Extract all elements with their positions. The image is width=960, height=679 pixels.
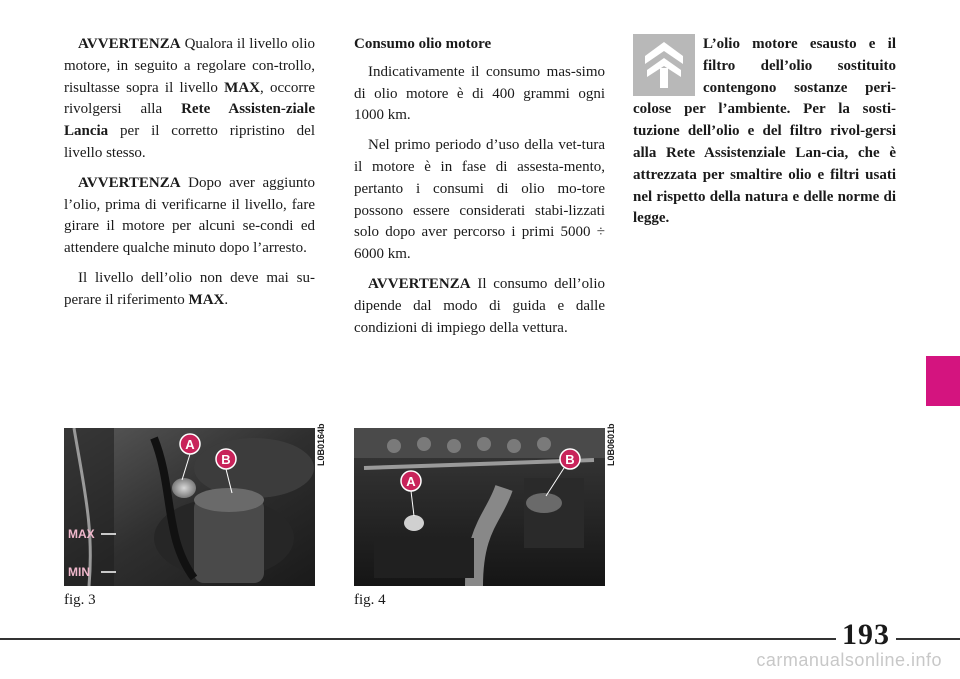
paragraph-break-in: Nel primo periodo d’uso della vet-tura il motore è in fase di assesta-mento, pertanto i consumi di olio mo-tore possono essere considerati stabi-lizzati solo dopo aver percorso i primi 5000 ÷ 6000 km. bbox=[354, 137, 605, 263]
text-span: , occorre rivolgersi alla bbox=[64, 79, 315, 118]
figure-4-code: L0B0601b bbox=[606, 423, 616, 466]
text-span: Il livello dell’olio non deve mai su-perare il riferimento bbox=[64, 269, 315, 308]
label-a: A bbox=[406, 474, 416, 489]
environment-note bbox=[633, 34, 896, 230]
paragraph-warning-max bbox=[64, 34, 315, 165]
label-a: A bbox=[185, 437, 195, 452]
paragraph-warning-consumption bbox=[354, 274, 605, 339]
rete-label: Rete Assisten-ziale Lancia bbox=[64, 101, 316, 140]
section-tab-marker bbox=[926, 356, 960, 406]
paragraph-level-max bbox=[64, 268, 315, 312]
warning-label: AVVERTENZA bbox=[78, 36, 181, 52]
label-b: B bbox=[221, 452, 231, 467]
text-column-middle bbox=[354, 34, 605, 347]
figure-4-caption: fig. 4 bbox=[354, 592, 386, 608]
figure-4-image bbox=[354, 428, 605, 586]
section-heading: Consumo olio motore bbox=[354, 36, 492, 52]
text-span: Qualora il livello olio motore, in seguito a regolare con-trollo, risultasse sopra il livello bbox=[64, 36, 315, 96]
label-min: MIN bbox=[68, 565, 90, 579]
label-max: MAX bbox=[68, 527, 95, 541]
max-label: MAX bbox=[188, 291, 225, 308]
paragraph-warning-after-adding bbox=[64, 173, 315, 260]
text-span: Il consumo dell’olio dipende dal modo di guida e dalle condizioni di impiego della vettura. bbox=[354, 275, 605, 336]
label-b: B bbox=[565, 452, 575, 467]
text-span: Dopo aver aggiunto l’olio, prima di verificarne il livello, fare girare il motore per alcuni se-condi ed attendere qualche minuto dopo l’arresto. bbox=[64, 174, 315, 257]
paragraph-consumption: Indicativamente il consumo mas-simo di olio motore è di 400 grammi ogni 1000 km. bbox=[354, 63, 605, 124]
page-number: 193 bbox=[836, 618, 896, 652]
figure-3-caption: fig. 3 bbox=[64, 592, 96, 608]
figure-3-code: L0B0164b bbox=[316, 423, 326, 466]
text-span: per il corretto ripristino del livello stesso. bbox=[64, 123, 315, 161]
footer-rule bbox=[0, 638, 960, 640]
figure-3-image bbox=[64, 428, 315, 586]
text-column-left bbox=[64, 34, 315, 320]
watermark: carmanualsonline.info bbox=[756, 650, 942, 670]
recycle-environment-icon bbox=[633, 34, 695, 96]
environment-text: L’olio motore esausto e il filtro dell’olio sostituito contengono sostanze peri-colose per l’ambiente. Per la sosti-tuzione dell’olio e del filtro rivol-gersi alla Rete Assistenziale Lan-cia, che è attrezzata per smaltire olio e filtri usati nel rispetto della natura e delle norme di legge. bbox=[633, 36, 896, 227]
max-label: MAX bbox=[224, 79, 260, 96]
text-span: . bbox=[224, 291, 229, 308]
warning-label: AVVERTENZA bbox=[78, 174, 181, 191]
environment-symbol bbox=[633, 34, 695, 96]
warning-label: AVVERTENZA bbox=[368, 275, 471, 292]
